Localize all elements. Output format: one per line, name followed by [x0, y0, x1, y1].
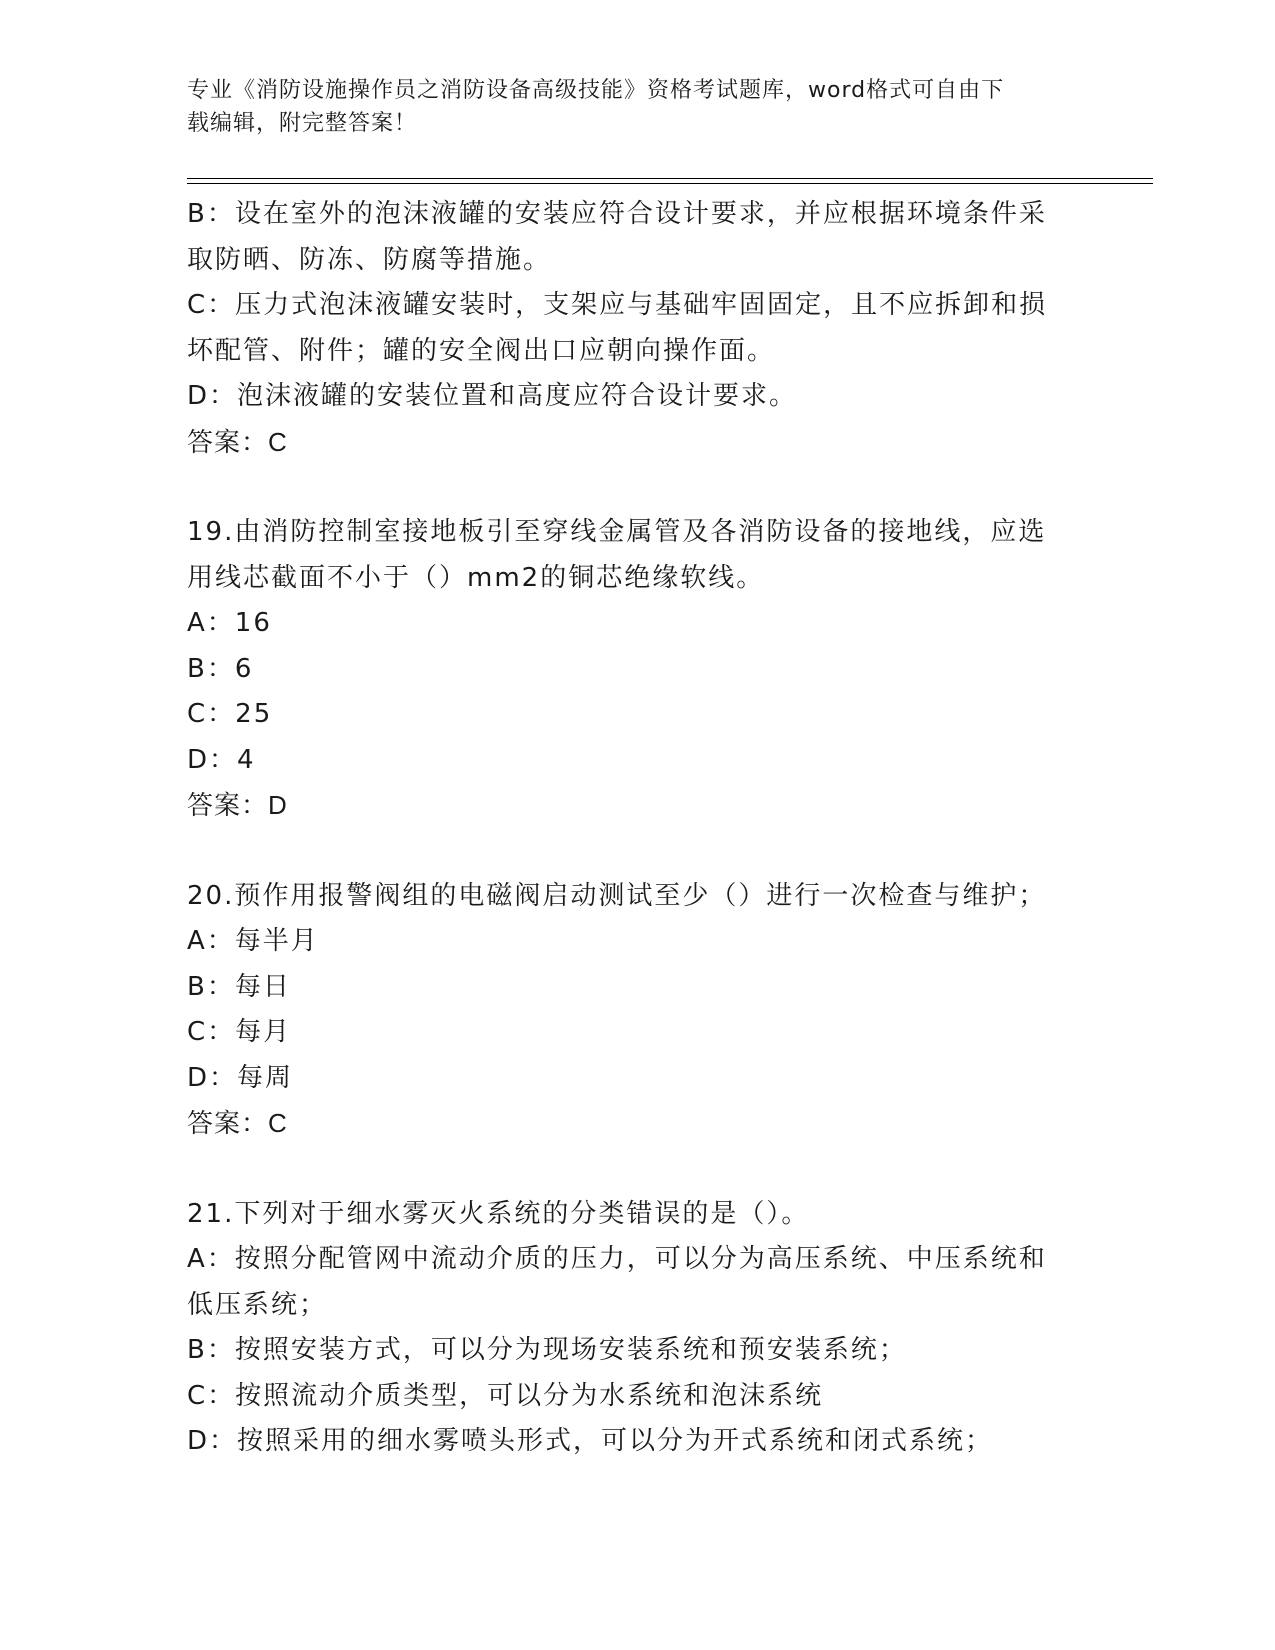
option-d: D：按照采用的细水雾喷头形式，可以分为开式系统和闭式系统； — [187, 1426, 994, 1456]
option-a: A：按照分配管网中流动介质的压力，可以分为高压系统、中压系统和 — [187, 1244, 1047, 1274]
question-text: 用线芯截面不小于（）mm2的铜芯绝缘软线。 — [187, 562, 765, 593]
option-a-cont: 低压系统； — [187, 1289, 328, 1320]
document-body — [187, 192, 1087, 1465]
answer-line: 答案：D — [187, 790, 288, 820]
option-c: C：按照流动介质类型，可以分为水系统和泡沫系统 — [187, 1380, 824, 1411]
document-header — [187, 74, 1087, 140]
option-c: C：每月 — [187, 1017, 292, 1047]
option-d: D：4 — [187, 744, 256, 775]
option-a: A：16 — [187, 608, 272, 638]
question-19 — [187, 510, 1087, 829]
question-text: 20.预作用报警阀组的电磁阀启动测试至少（）进行一次检查与维护； — [187, 880, 1047, 911]
answer-line: 答案：C — [187, 1108, 288, 1138]
header-rule-bottom — [187, 183, 1153, 184]
question-text: 21.下列对于细水雾灭火系统的分类错误的是（）。 — [187, 1198, 810, 1229]
option-line: D：泡沫液罐的安装位置和高度应符合设计要求。 — [187, 381, 798, 411]
option-c: C：25 — [187, 699, 273, 729]
question-text: 19.由消防控制室接地板引至穿线金属管及各消防设备的接地线，应选 — [187, 517, 1047, 547]
option-line: B：设在室外的泡沫液罐的安装应符合设计要求，并应根据环境条件采 — [187, 199, 1047, 229]
question-18-continued — [187, 192, 1087, 465]
header-line-2: 载编辑，附完整答案！ — [187, 111, 418, 136]
spacer — [187, 465, 1087, 510]
spacer — [187, 829, 1087, 874]
answer-line: 答案：C — [187, 426, 288, 457]
option-a: A：每半月 — [187, 926, 319, 956]
header-rule-top — [187, 178, 1153, 179]
option-line: C：压力式泡沫液罐安装时，支架应与基础牢固固定，且不应拆卸和损 — [187, 290, 1048, 320]
option-b: B：6 — [187, 653, 254, 684]
option-b: B：按照安装方式，可以分为现场安装系统和预安装系统； — [187, 1335, 907, 1365]
spacer — [187, 1147, 1087, 1192]
option-b: B：每日 — [187, 971, 291, 1002]
option-d: D：每周 — [187, 1062, 294, 1093]
header-line-1: 专业《消防设施操作员之消防设备高级技能》资格考试题库，word格式可自由下 — [187, 78, 1005, 103]
option-line: 坏配管、附件；罐的安全阀出口应朝向操作面。 — [187, 335, 776, 366]
question-21 — [187, 1192, 1087, 1465]
option-line: 取防晒、防冻、防腐等措施。 — [187, 244, 552, 275]
question-20 — [187, 874, 1087, 1147]
